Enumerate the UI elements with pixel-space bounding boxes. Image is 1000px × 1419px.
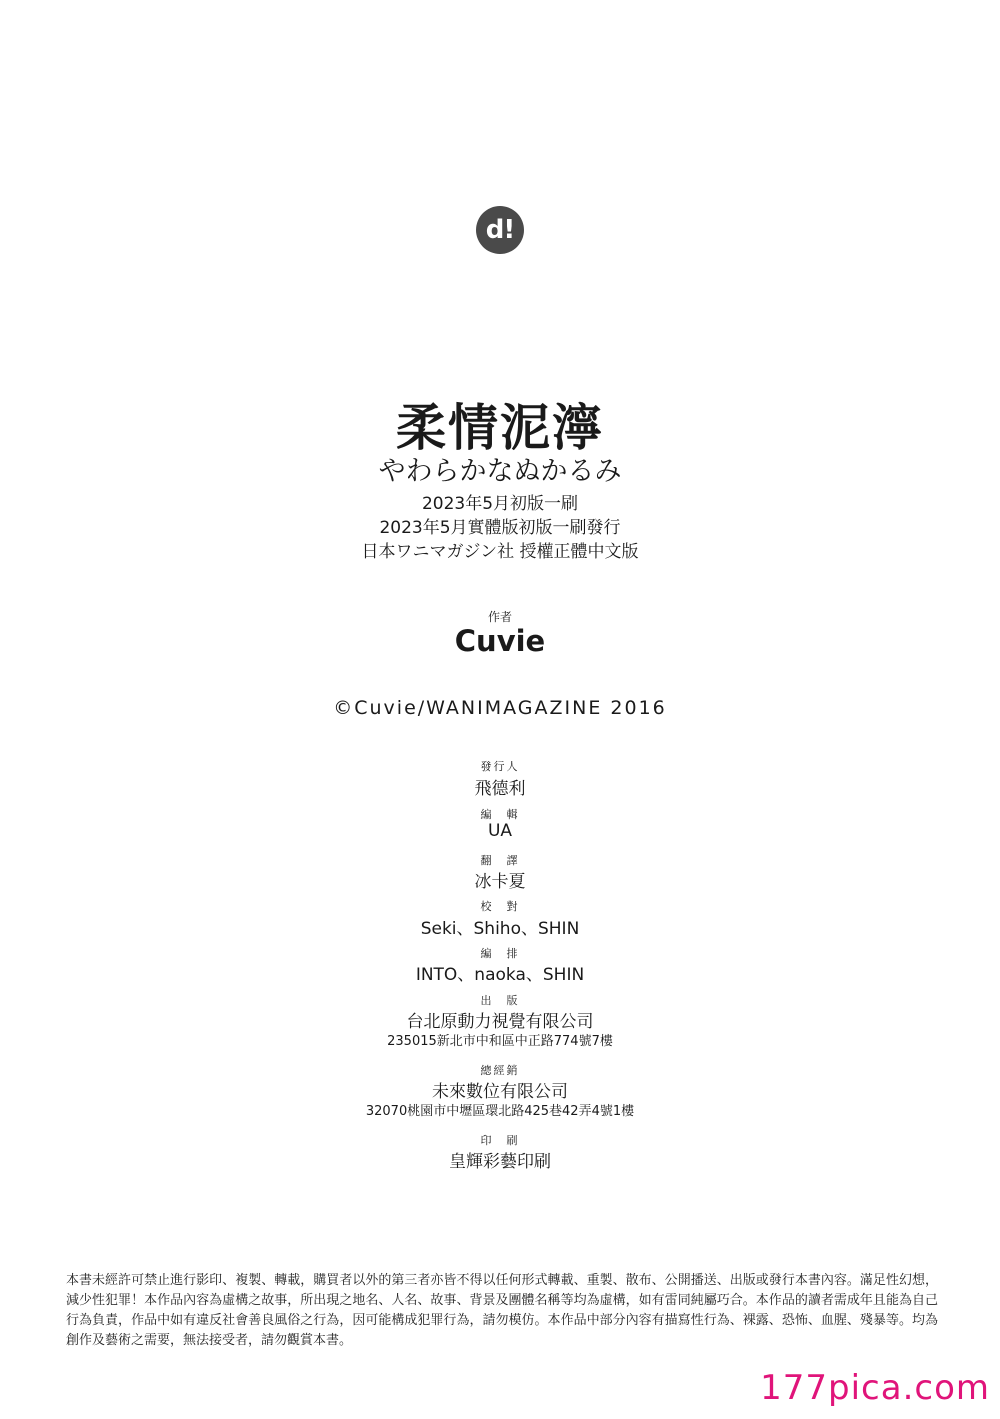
credit-name-distributor: 未來數位有限公司 [432, 1082, 568, 1102]
edition-line: 2023年5月實體版初版一刷發行 [379, 518, 621, 538]
author-name: Cuvie [454, 624, 546, 658]
credit-role-printing: 印 刷 [480, 1134, 520, 1147]
credit-name-publishing: 台北原動力視覺有限公司 [406, 1012, 594, 1032]
copyright-notice: ©Cuvie/WANIMAGAZINE 2016 [333, 697, 667, 719]
edition-line: 日本ワニマガジン社 授權正體中文版 [361, 542, 639, 562]
credit-role-editor: 編 輯 [480, 808, 520, 821]
credit-name-printing: 皇輝彩藝印刷 [449, 1152, 551, 1172]
edition-line: 2023年5月初版一刷 [421, 494, 579, 514]
credit-role-publishing: 出 版 [480, 994, 520, 1007]
publisher-logo-icon: d! [476, 206, 524, 254]
legal-disclaimer: 本書未經許可禁止進行影印、複製、轉載，購買者以外的第三者亦皆不得以任何形式轉載、重製、散布、公開播送、出版或發行本書內容。滿足性幻想，減少性犯罪！本作品內容為虛構之故事，所出現之地名、人名、故事、背景及團體名稱等均為虛構，如有雷同純屬巧合。本作品的讀者需成年且能為自己行為負責，作品中如有違反社會善良風俗之行為，因可能構成犯罪行為，請勿模仿。本作品中部分內容有描寫性行為、裸露、恐怖、血腥、殘暴等。均為創作及藝術之需要，無法接受者，請勿觀賞本書。 [66, 1273, 938, 1348]
credit-name-publisher: 飛德利 [474, 779, 526, 799]
book-title: 柔情泥濘 [396, 399, 604, 457]
credit-role-proofreader: 校 對 [480, 900, 520, 913]
credit-role-distributor: 總經銷 [480, 1064, 520, 1077]
credit-name-proofreader: Seki、Shiho、SHIN [420, 919, 580, 939]
credit-name-translator: 冰卡夏 [474, 872, 526, 892]
book-subtitle: やわらかなぬかるみ [378, 456, 622, 487]
author-label: 作者 [487, 610, 512, 624]
credit-role-layout: 編 排 [480, 947, 520, 960]
credit-name-layout: INTO、naoka、SHIN [415, 965, 585, 985]
credit-address-publishing: 235015新北市中和區中正路774號7樓 [387, 1034, 613, 1049]
watermark-link[interactable]: 177pica.com [760, 1368, 990, 1408]
credit-role-publisher: 發行人 [480, 760, 520, 773]
credit-role-translator: 翻 譯 [480, 854, 520, 867]
credit-name-editor: UA [487, 821, 513, 841]
credit-address-distributor: 32070桃園市中壢區環北路425巷42弄4號1樓 [365, 1104, 635, 1119]
